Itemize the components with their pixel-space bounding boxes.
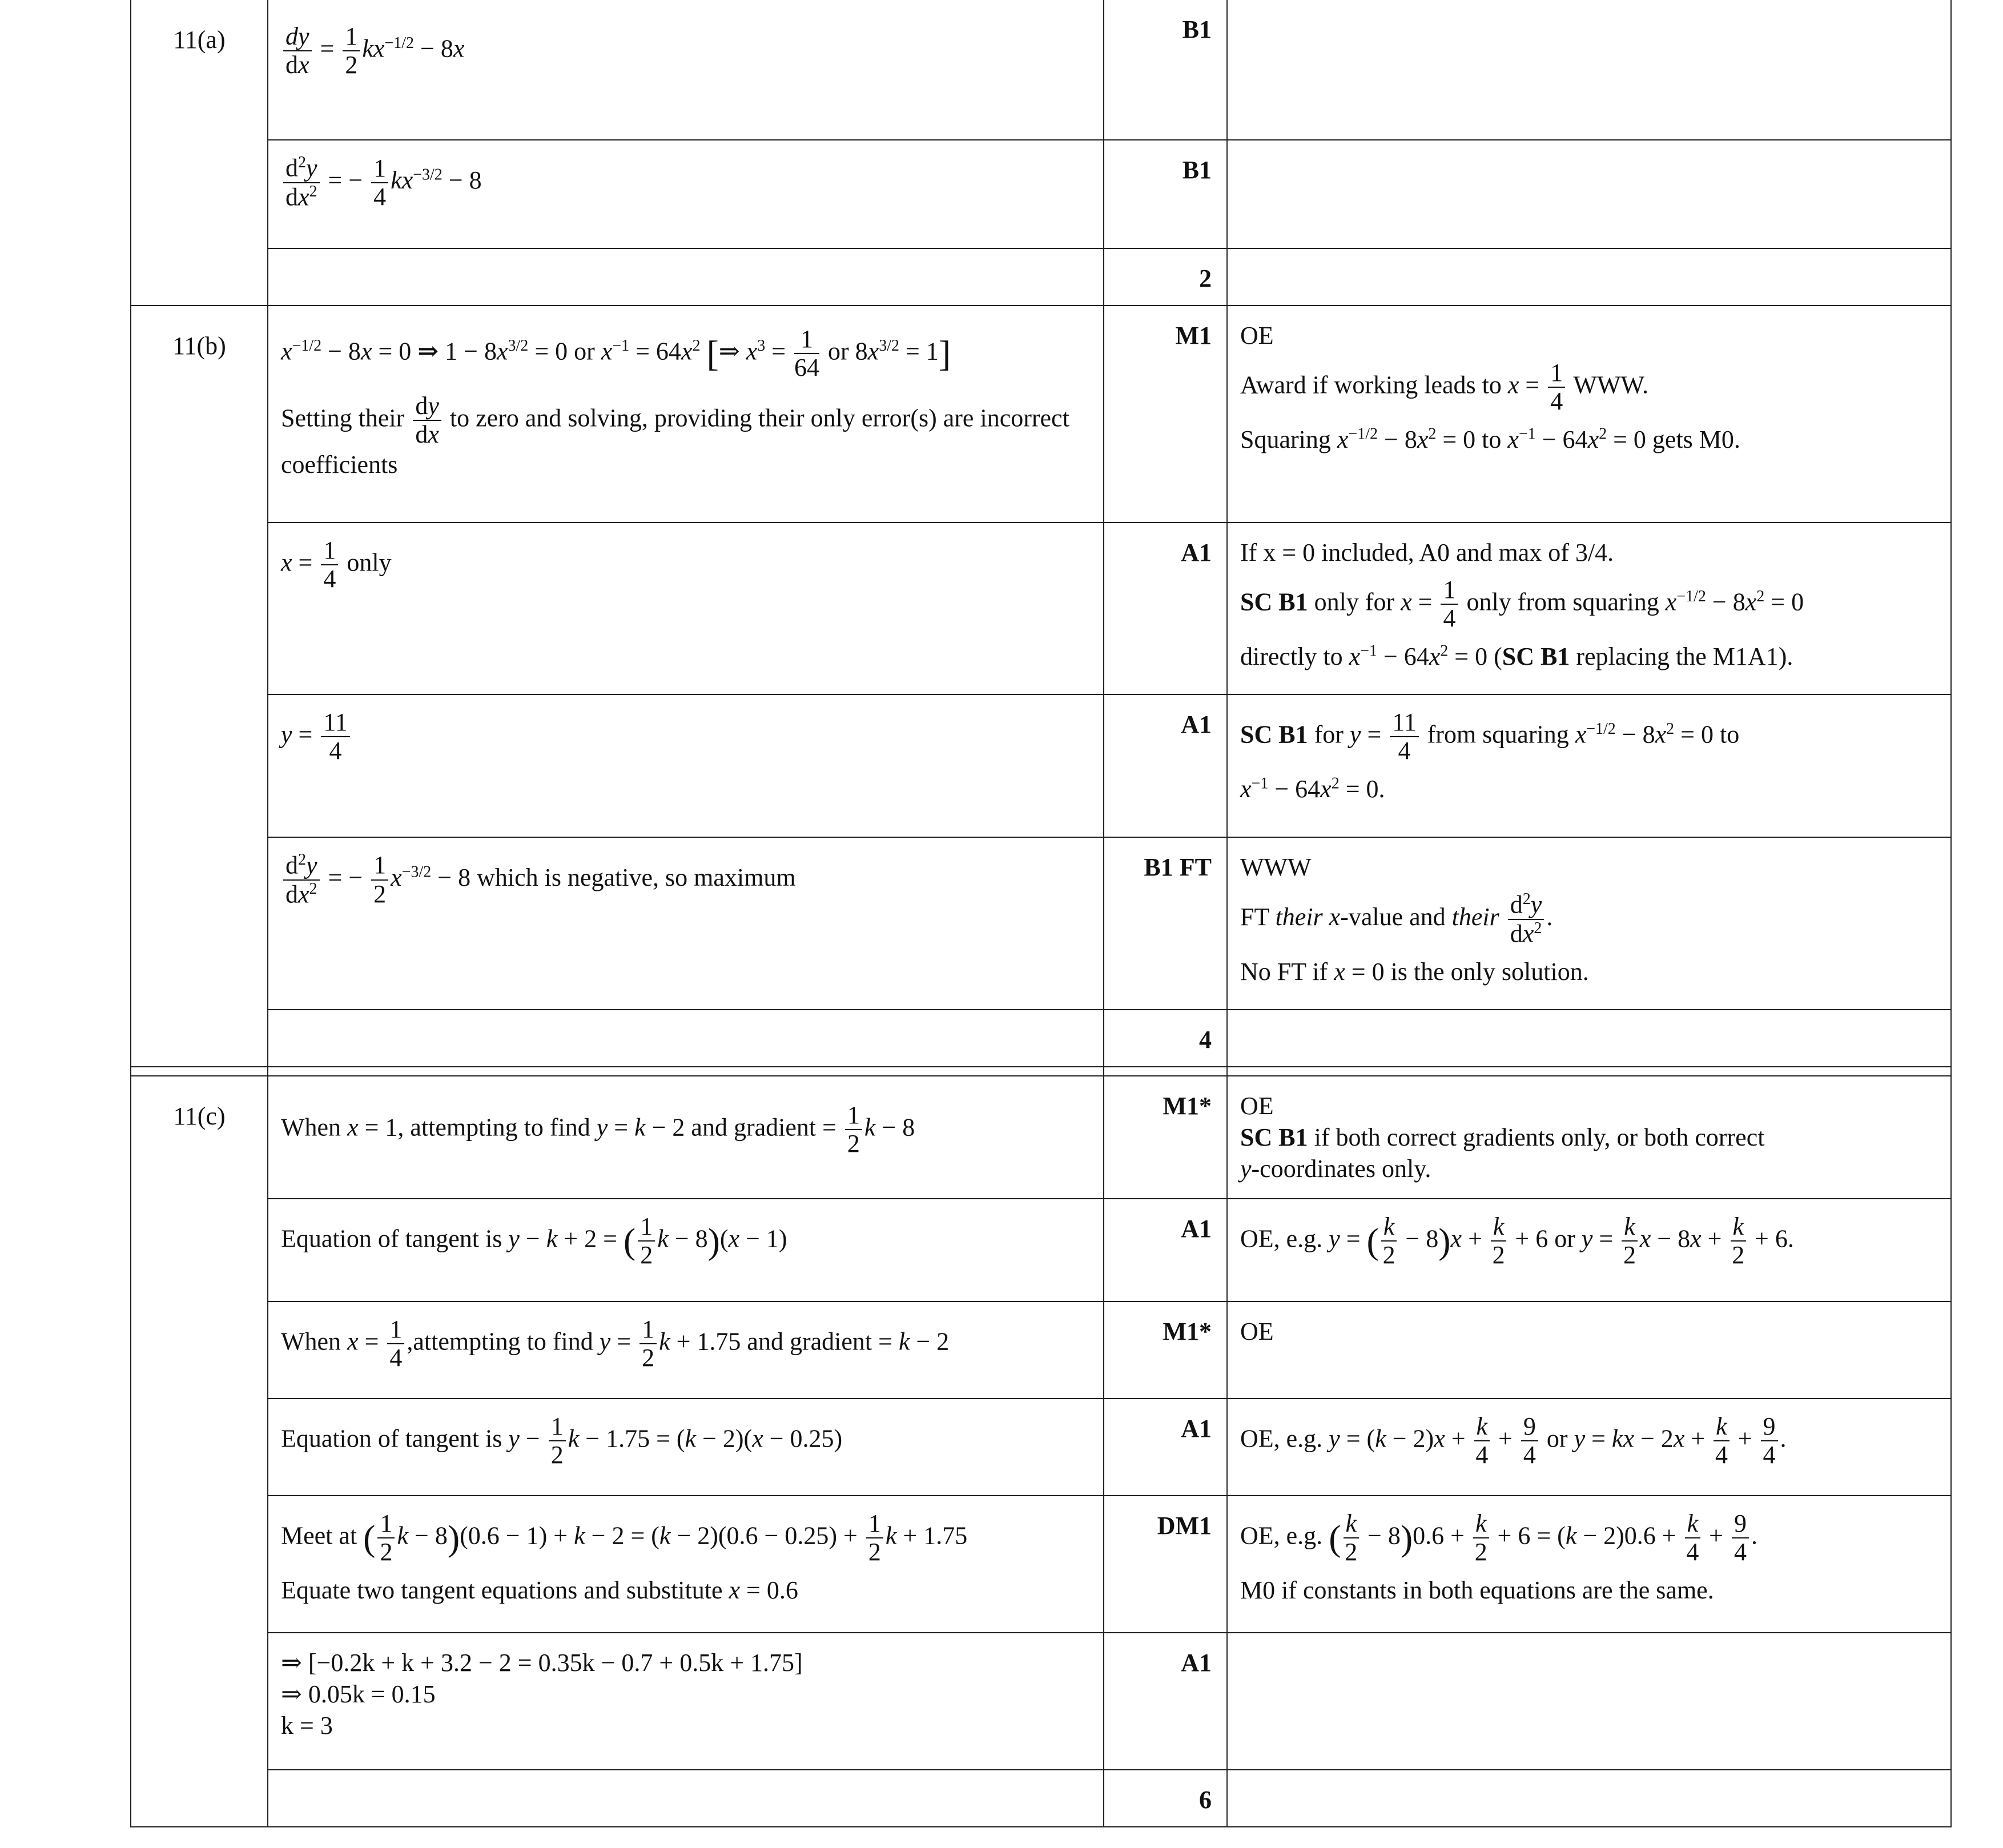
answer-cell: Meet at ( $\frac{1}{2}$ k − 8)(0.6 − 1) + k − 2 = (k − 2)(0.6 − 0.25) + $\frac{1}{2}$ k + 1.75 Equate two tangent equations and substitute x = 0.6	[268, 1496, 1104, 1633]
guidance-cell: OE, e.g. y = ( $\frac{k}{2}$ − 8)x + $\frac{k}{2}$ + 6 or y = $\frac{k}{2}$ x − 8x + $\frac{k}{2}$ + 6.	[1227, 1199, 1951, 1301]
question-label: 11(b)	[131, 306, 268, 1067]
table-row	[131, 1633, 1951, 1770]
guidance-cell	[1227, 140, 1951, 248]
table-row	[131, 1399, 1951, 1496]
answer-cell: $\frac{d^2y}{dx^2}$ = − $\frac{1}{4}$ $kx^{-3/2} - 8$	[268, 140, 1104, 248]
question-label: 11(c)	[131, 1076, 268, 1827]
answer-cell	[268, 1770, 1104, 1827]
guidance-cell: OE SC B1 if both correct gradients only, or both correct y-coordinates only.	[1227, 1076, 1951, 1199]
table-row	[131, 306, 1951, 523]
answer-cell: When x = 1, attempting to find y = k − 2 and gradient = $\frac{1}{2}$ k − 8	[268, 1076, 1104, 1199]
answer-cell	[268, 248, 1104, 306]
table-row	[131, 1076, 1951, 1199]
mark-cell: B1	[1104, 0, 1227, 140]
table-row	[131, 1301, 1951, 1399]
section-separator	[131, 1067, 1951, 1076]
mark-cell: B1	[1104, 140, 1227, 248]
table-row	[131, 140, 1951, 248]
mark-cell: M1*	[1104, 1301, 1227, 1399]
guidance-cell: If x = 0 included, A0 and max of 3/4. SC B1 only for x = $\frac{1}{4}$ only from squaring $x^{-1/2} - 8x^2 = 0$ directly to $x^{-1} - 64x^2 = 0$ (SC B1 replacing the M1A1).	[1227, 523, 1951, 694]
table-row	[131, 1010, 1951, 1067]
mark-cell: DM1	[1104, 1496, 1227, 1633]
table-row	[131, 523, 1951, 694]
total-mark-cell: 2	[1104, 248, 1227, 306]
guidance-cell: WWW FT their x-value and their $\frac{d^2y}{dx^2}$ . No FT if x = 0 is the only solution.	[1227, 837, 1951, 1010]
answer-cell	[268, 1010, 1104, 1067]
answer-cell: Equation of tangent is y − $\frac{1}{2}$ k − 1.75 = (k − 2)(x − 0.25)	[268, 1399, 1104, 1496]
table-row	[131, 248, 1951, 306]
answer-cell: $x^{-1/2} - 8x = 0$ ⇒ $1 - 8x^{3/2} = 0$ or $x^{-1} = 64x^2$ [⇒ $x^3$ = $\frac{1}{64}$ or $8x^{3/2} = 1$] Setting their $\frac{dy}{dx}$ to zero and solving, providing their only error(s) are incorrect coefficients	[268, 306, 1104, 523]
mark-cell: A1	[1104, 1199, 1227, 1301]
mark-cell: B1 FT	[1104, 837, 1227, 1010]
question-label: 11(a)	[131, 0, 268, 306]
answer-cell: $\frac{dy}{dx}$ = $\frac{1}{2}$ $kx^{-1/2} - 8x$	[268, 0, 1104, 140]
guidance-cell: OE, e.g. y = (k − 2)x + $\frac{k}{4}$ + $\frac{9}{4}$ or y = kx − 2x + $\frac{k}{4}$ + $\frac{9}{4}$ .	[1227, 1399, 1951, 1496]
mark-scheme-table	[130, 0, 1952, 1827]
total-mark-cell: 6	[1104, 1770, 1227, 1827]
answer-cell: Equation of tangent is y − k + 2 = ( $\frac{1}{2}$ k − 8)(x − 1)	[268, 1199, 1104, 1301]
guidance-cell	[1227, 0, 1951, 140]
guidance-cell: OE Award if working leads to x = $\frac{1}{4}$ WWW. Squaring $x^{-1/2} - 8x^2 = 0$ to $x^{-1} - 64x^2 = 0$ gets M0.	[1227, 306, 1951, 523]
guidance-cell: SC B1 for y = $\frac{11}{4}$ from squaring $x^{-1/2} - 8x^2 = 0$ to $x^{-1} - 64x^2 = 0$.	[1227, 694, 1951, 837]
guidance-cell: OE	[1227, 1301, 1951, 1399]
guidance-cell: OE, e.g. ( $\frac{k}{2}$ − 8)0.6 + $\frac{k}{2}$ + 6 = (k − 2)0.6 + $\frac{k}{4}$ + $\frac{9}{4}$ . M0 if constants in both equations are the same.	[1227, 1496, 1951, 1633]
answer-cell: When x = $\frac{1}{4}$ ,attempting to find y = $\frac{1}{2}$ k + 1.75 and gradient = k − 2	[268, 1301, 1104, 1399]
guidance-cell	[1227, 248, 1951, 306]
guidance-cell	[1227, 1010, 1951, 1067]
total-mark-cell: 4	[1104, 1010, 1227, 1067]
table-row	[131, 694, 1951, 837]
answer-cell: $\frac{d^2y}{dx^2}$ = − $\frac{1}{2}$ $x^{-3/2} - 8$ which is negative, so maximum	[268, 837, 1104, 1010]
guidance-cell	[1227, 1770, 1951, 1827]
guidance-cell	[1227, 1633, 1951, 1770]
mark-cell: M1*	[1104, 1076, 1227, 1199]
answer-cell: ⇒ [−0.2k + k + 3.2 − 2 = 0.35k − 0.7 + 0.5k + 1.75] ⇒ 0.05k = 0.15 k = 3	[268, 1633, 1104, 1770]
mark-cell: A1	[1104, 694, 1227, 837]
mark-cell: A1	[1104, 523, 1227, 694]
mark-cell: M1	[1104, 306, 1227, 523]
table-row	[131, 1770, 1951, 1827]
table-row	[131, 0, 1951, 140]
answer-cell: y = $\frac{11}{4}$	[268, 694, 1104, 837]
table-row	[131, 1496, 1951, 1633]
mark-cell: A1	[1104, 1399, 1227, 1496]
mark-cell: A1	[1104, 1633, 1227, 1770]
answer-cell: x = $\frac{1}{4}$ only	[268, 523, 1104, 694]
table-row	[131, 837, 1951, 1010]
table-row	[131, 1199, 1951, 1301]
